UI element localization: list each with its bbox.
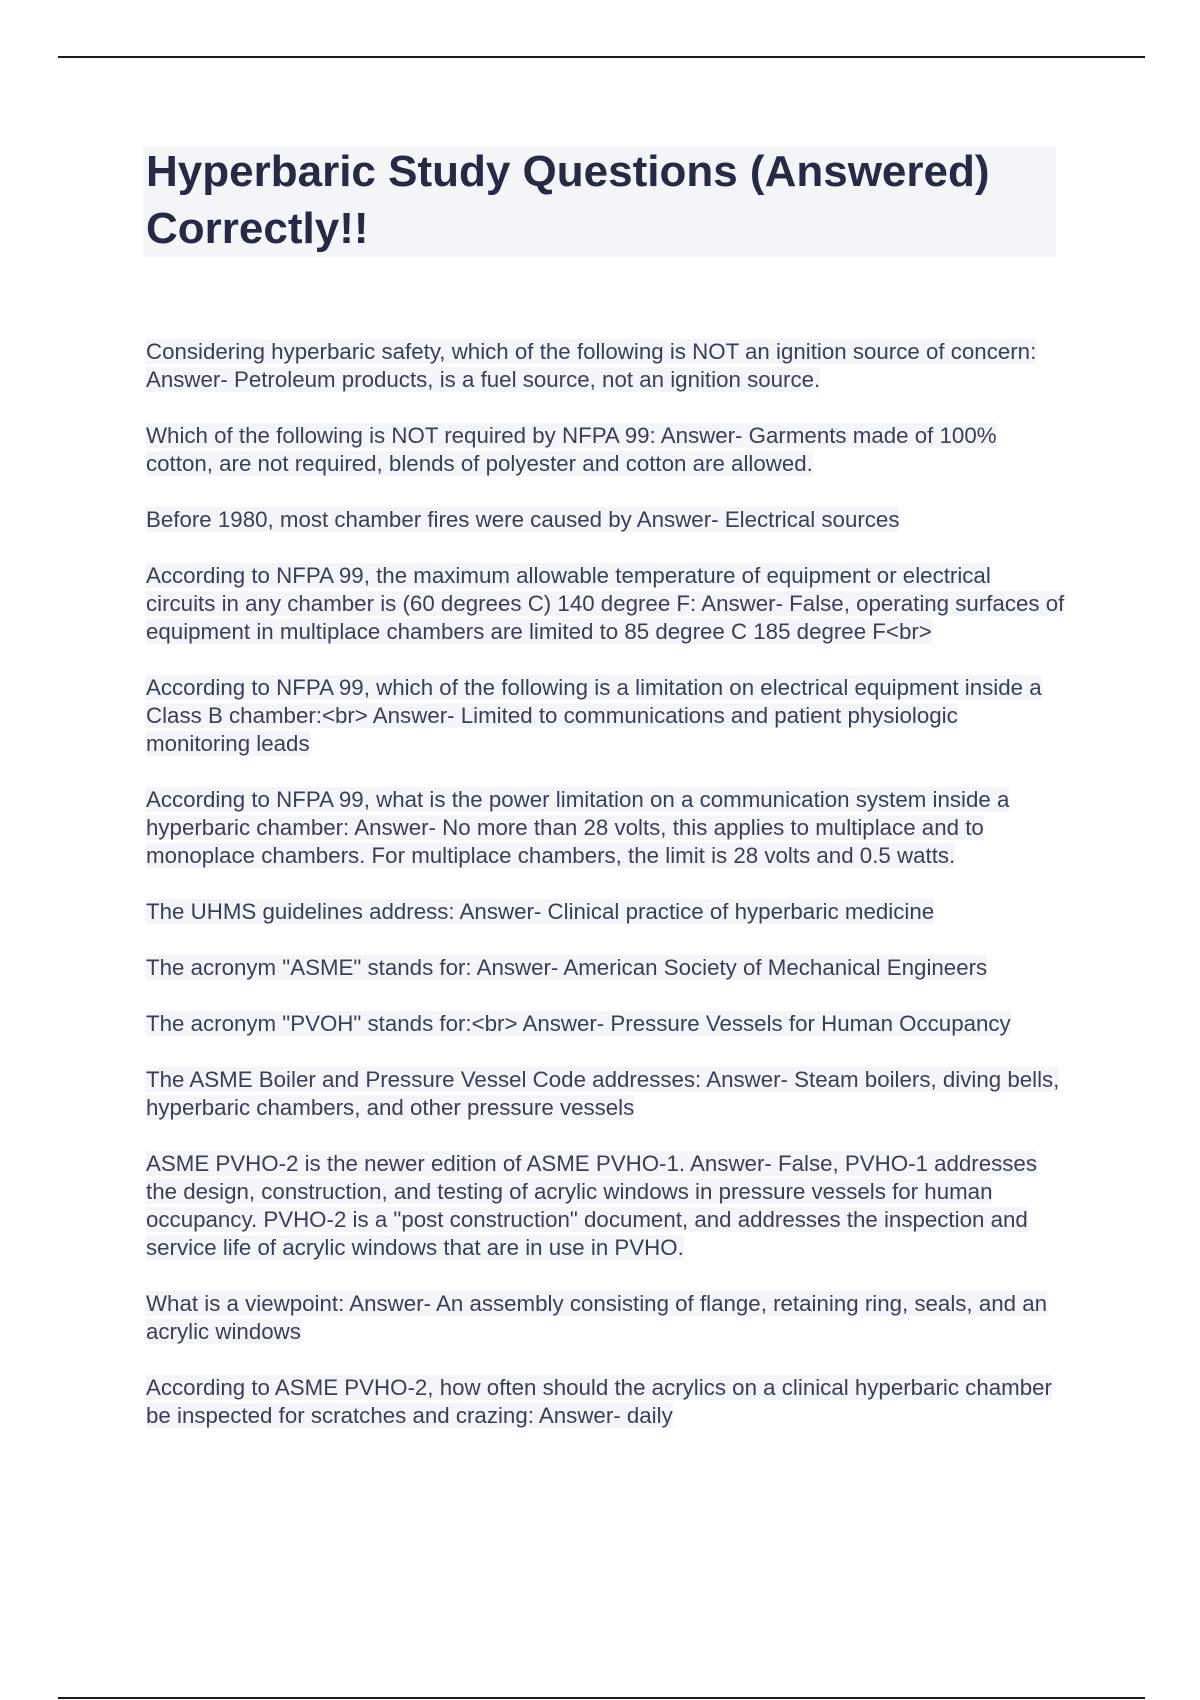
qa-item (146, 786, 1066, 870)
qa-text: Before 1980, most chamber fires were caused by Answer- Electrical sources (146, 507, 900, 532)
qa-item (146, 1150, 1066, 1262)
qa-item (146, 1010, 1066, 1038)
qa-text: According to NFPA 99, which of the following is a limitation on electrical equipment inside a Class B chamber:<br> Answer- Limited to communications and patient physiologic monitoring leads (146, 675, 1042, 756)
qa-text: The acronym "PVOH" stands for:<br> Answer- Pressure Vessels for Human Occupancy (146, 1011, 1011, 1036)
qa-text: According to NFPA 99, what is the power limitation on a communication system inside a hyperbaric chamber: Answer- No more than 28 volts, this applies to multiplace and to monoplace chambers. For multiplace chambers, the limit is 28 volts and 0.5 watts. (146, 787, 1010, 868)
qa-text: The UHMS guidelines address: Answer- Clinical practice of hyperbaric medicine (146, 899, 935, 924)
qa-item (146, 506, 1066, 534)
qa-text: The acronym "ASME" stands for: Answer- American Society of Mechanical Engineers (146, 955, 988, 980)
bottom-divider (58, 1697, 1145, 1699)
qa-item (146, 898, 1066, 926)
qa-item (146, 1290, 1066, 1346)
qa-list (146, 338, 1066, 1458)
qa-text: What is a viewpoint: Answer- An assembly consisting of flange, retaining ring, seals, and an acrylic windows (146, 1291, 1048, 1344)
qa-text: ASME PVHO-2 is the newer edition of ASME PVHO-1. Answer- False, PVHO-1 addresses the design, construction, and testing of acrylic windows in pressure vessels for human occupancy. PVHO-2 is a "post construction" document, and addresses the inspection and service life of acrylic windows that are in use in PVHO. (146, 1151, 1037, 1260)
qa-item (146, 674, 1066, 758)
top-divider (58, 56, 1145, 58)
qa-text: According to ASME PVHO-2, how often should the acrylics on a clinical hyperbaric chamber be inspected for scratches and crazing: Answer- daily (146, 1375, 1052, 1428)
qa-text: Considering hyperbaric safety, which of the following is NOT an ignition source of concern: Answer- Petroleum products, is a fuel source, not an ignition source. (146, 339, 1037, 392)
qa-item (146, 338, 1066, 394)
qa-item (146, 1066, 1066, 1122)
qa-text: According to NFPA 99, the maximum allowable temperature of equipment or electrical circuits in any chamber is (60 degrees C) 140 degree F: Answer- False, operating surfaces of equipment in multiplace chambers are limited to 85 degree C 185 degree F<br> (146, 563, 1065, 644)
qa-item (146, 562, 1066, 646)
qa-item (146, 954, 1066, 982)
qa-item (146, 422, 1066, 478)
page-title: Hyperbaric Study Questions (Answered) Correctly!! (146, 147, 990, 253)
qa-item (146, 1374, 1066, 1430)
qa-text: Which of the following is NOT required by NFPA 99: Answer- Garments made of 100% cotton, are not required, blends of polyester and cotton are allowed. (146, 423, 997, 476)
qa-text: The ASME Boiler and Pressure Vessel Code addresses: Answer- Steam boilers, diving bells, hyperbaric chambers, and other pressure vessels (146, 1067, 1060, 1120)
